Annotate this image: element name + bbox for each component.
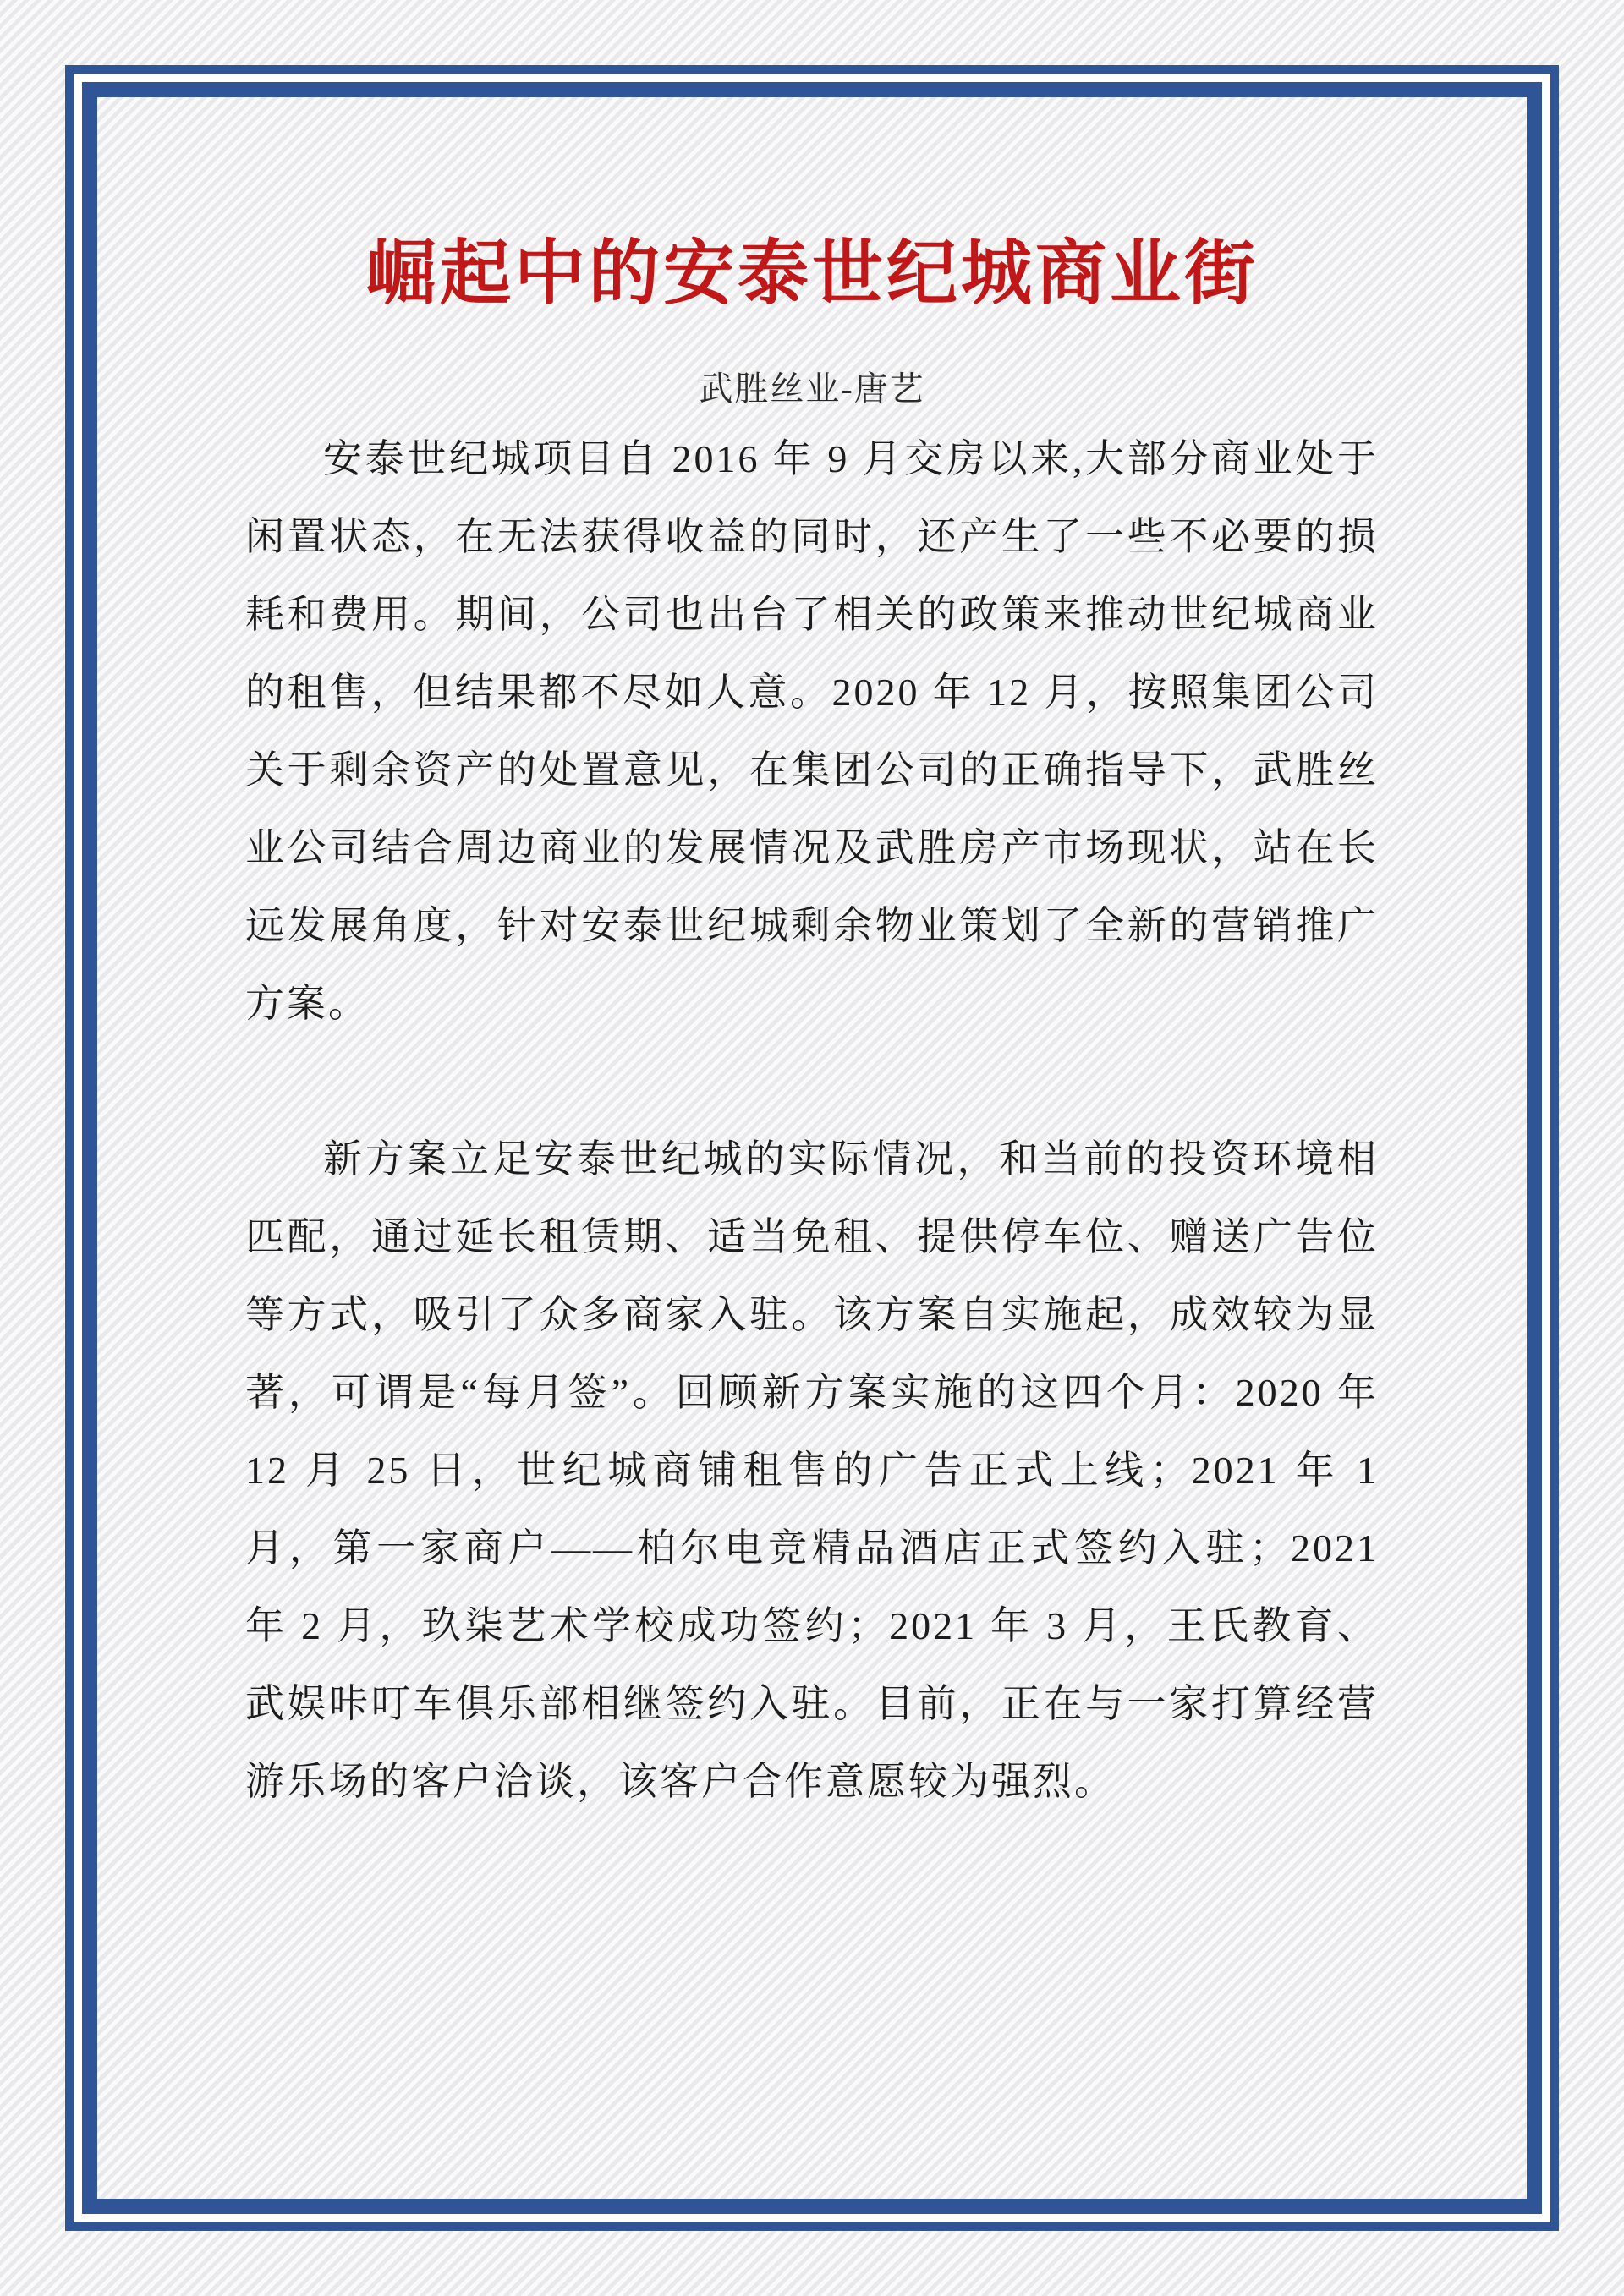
article-body	[245, 420, 1379, 1821]
article-paragraph: 安泰世纪城项目自 2016 年 9 月交房以来,大部分商业处于闲置状态，在无法获得收益的同时，还产生了一些不必要的损耗和费用。期间，公司也出台了相关的政策来推动世纪城商业的租售，但结果都不尽如人意。2020 年 12 月，按照集团公司关于剩余资产的处置意见，在集团公司的正确指导下，武胜丝业公司结合周边商业的发展情况及武胜房产市场现状，站在长远发展角度，针对安泰世纪城剩余物业策划了全新的营销推广方案。	[245, 436, 1379, 1025]
article-paragraph: 新方案立足安泰世纪城的实际情况，和当前的投资环境相匹配，通过延长租赁期、适当免租、提供停车位、赠送广告位等方式，吸引了众多商家入驻。该方案自实施起，成效较为显著，可谓是“每月签”。回顾新方案实施的这四个月：2020 年 12 月 25 日，世纪城商铺租售的广告正式上线；2021 年 1 月，第一家商户——柏尔电竞精品酒店正式签约入驻；2021 年 2 月，玖柒艺术学校成功签约；2021 年 3 月，王氏教育、武娱咔叮车俱乐部相继签约入驻。目前，正在与一家打算经营游乐场的客户洽谈，该客户合作意愿较为强烈。	[245, 1137, 1379, 1803]
article-byline: 武胜丝业-唐艺	[699, 369, 925, 408]
document-page	[245, 97, 1379, 2199]
article-title: 崛起中的安泰世纪城商业街	[365, 235, 1259, 314]
